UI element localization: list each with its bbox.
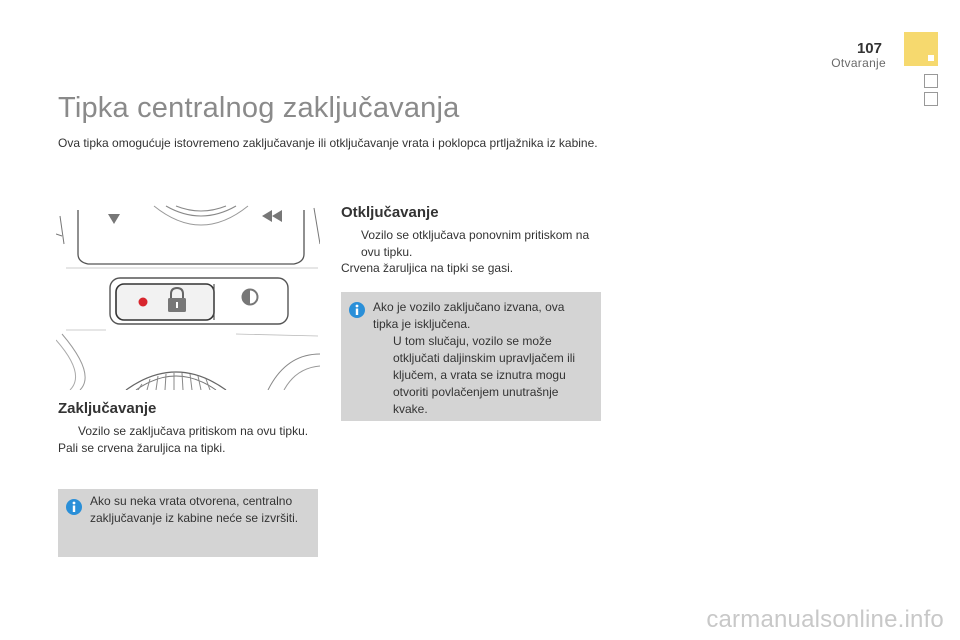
unlocking-heading: Otključavanje	[341, 204, 439, 221]
locking-note: Pali se crvena žaruljica na tipki.	[58, 441, 226, 455]
unlocking-bullet: Vozilo se otključava ponovnim pritiskom na ovu tipku.	[361, 228, 590, 259]
rewind-icon	[262, 210, 282, 222]
tab-marker	[928, 55, 934, 61]
central-locking-button-illustration	[56, 204, 320, 390]
info-right-bullet: U tom slučaju, vozilo se može otključati daljinskim upravljačem ili ključem, a vrata se iznutra mogu otvoriti povlačenjem unutrašnje kvake.	[393, 334, 576, 416]
chapter-tab[interactable]	[924, 92, 938, 106]
page-number: 107	[856, 40, 882, 57]
locking-heading: Zaključavanje	[58, 400, 157, 417]
intro-text: Ova tipka omogućuje istovremeno zaključavanje ili otključavanje vrata i poklopca prtljažnika iz kabine.	[58, 136, 598, 150]
section-title: Otvaranje	[831, 56, 886, 70]
fan-down-icon	[108, 214, 120, 224]
chapter-tab-active[interactable]	[904, 32, 938, 66]
info-left-text: Ako su neka vrata otvorena, centralno zaključavanje iz kabine neće se izvršiti.	[90, 494, 299, 525]
info-right-text: Ako je vozilo zaključano izvana, ova tipka je isključena.	[373, 300, 565, 331]
info-icon	[349, 302, 365, 318]
locking-bullet: Vozilo se zaključava pritiskom na ovu tipku.	[78, 424, 309, 438]
info-icon	[66, 499, 82, 515]
unlocking-note: Crvena žaruljica na tipki se gasi.	[341, 261, 514, 275]
page-title: Tipka centralnog zaključavanja	[58, 92, 460, 124]
chapter-tab[interactable]	[924, 74, 938, 88]
info-box-left	[58, 489, 318, 557]
watermark: carmanualsonline.info	[706, 606, 944, 633]
indicator-light	[139, 298, 148, 307]
info-box-right	[341, 292, 601, 421]
